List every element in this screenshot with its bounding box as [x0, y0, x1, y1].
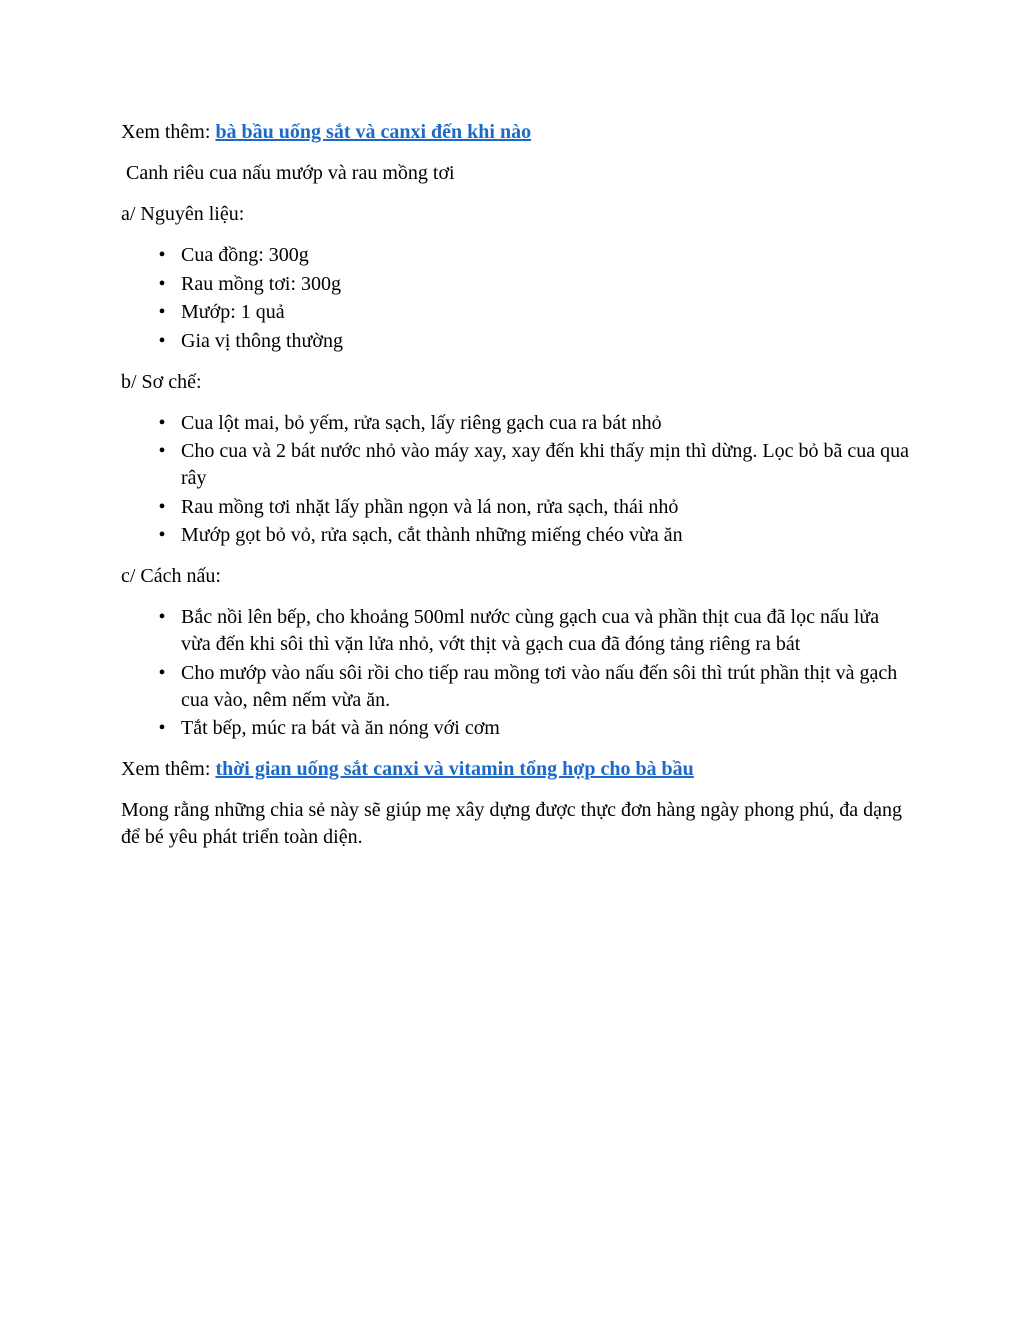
list-item-text: Cho mướp vào nấu sôi rồi cho tiếp rau mồng tơi vào nấu đến sôi thì trút phần thịt và gạch cua vào, nêm nếm vừa ăn.	[181, 661, 898, 711]
list-item	[121, 328, 911, 355]
bullet-icon: •	[158, 411, 166, 434]
bullet-icon: •	[158, 301, 166, 323]
list-item-text: Bắc nồi lên bếp, cho khoảng 500ml nước cùng gạch cua và phần thịt cua đã lọc nấu lửa vừa đến khi sôi thì vặn lửa nhỏ, vớt thịt và gạch cua đã đóng tảng riêng ra bát	[181, 606, 880, 655]
list-item-text: Rau mồng tơi: 300g	[181, 272, 342, 295]
list-item-text: Cua đồng: 300g	[181, 244, 309, 266]
bullet-icon: •	[158, 524, 166, 546]
dish-title: Canh riêu cua nấu mướp và rau mồng tơi	[126, 162, 455, 184]
article-link-iron-calcium[interactable]: bà bầu uống sắt và canxi đến khi nào	[215, 121, 532, 143]
list-item-text: Gia vị thông thường	[181, 329, 343, 352]
cooking-list	[121, 604, 911, 742]
list-item-text: Cho cua và 2 bát nước nhỏ vào máy xay, xay đến khi thấy mịn thì dừng. Lọc bỏ bã cua qua rây	[181, 440, 909, 489]
document-body	[121, 119, 911, 865]
list-item-text: Mướp: 1 quả	[181, 301, 285, 323]
list-item	[121, 438, 911, 492]
see-more-label: Xem thêm:	[121, 121, 216, 143]
list-item-text: Tắt bếp, múc ra bát và ăn nóng với cơm	[181, 717, 500, 739]
closing-paragraph: Mong rằng những chia sẻ này sẽ giúp mẹ xây dựng được thực đơn hàng ngày phong phú, đa dạng để bé yêu phát triển toàn diện.	[121, 799, 903, 848]
list-item	[121, 522, 911, 549]
bullet-icon: •	[158, 495, 166, 518]
list-item	[121, 494, 911, 521]
see-more-paragraph-1	[121, 119, 911, 146]
list-item-text: Mướp gọt bỏ vỏ, rửa sạch, cắt thành những miếng chéo vừa ăn	[181, 524, 683, 546]
cooking-heading: c/ Cách nấu:	[121, 565, 221, 587]
list-item	[121, 271, 911, 298]
list-item-text: Cua lột mai, bỏ yếm, rửa sạch, lấy riêng gạch cua ra bát nhỏ	[181, 411, 662, 434]
list-item-text: Rau mồng tơi nhặt lấy phần ngọn và lá non, rửa sạch, thái nhỏ	[181, 495, 679, 518]
ingredients-list	[121, 242, 911, 355]
list-item	[121, 242, 911, 269]
bullet-icon: •	[158, 244, 166, 266]
prep-list	[121, 410, 911, 550]
list-item	[121, 715, 911, 742]
list-item	[121, 299, 911, 326]
list-item	[121, 604, 911, 658]
list-item	[121, 660, 911, 714]
bullet-icon: •	[158, 717, 166, 739]
prep-heading: b/ Sơ chế:	[121, 370, 202, 393]
bullet-icon: •	[158, 606, 166, 628]
see-more-paragraph-2	[121, 756, 911, 783]
ingredients-heading: a/ Nguyên liệu:	[121, 203, 245, 225]
see-more-label: Xem thêm:	[121, 758, 216, 780]
list-item	[121, 410, 911, 437]
bullet-icon: •	[158, 329, 166, 352]
bullet-icon: •	[158, 661, 166, 684]
bullet-icon: •	[158, 440, 166, 462]
bullet-icon: •	[158, 272, 166, 295]
article-link-vitamin-timing[interactable]: thời gian uống sắt canxi và vitamin tổng hợp cho bà bầu	[215, 758, 694, 780]
